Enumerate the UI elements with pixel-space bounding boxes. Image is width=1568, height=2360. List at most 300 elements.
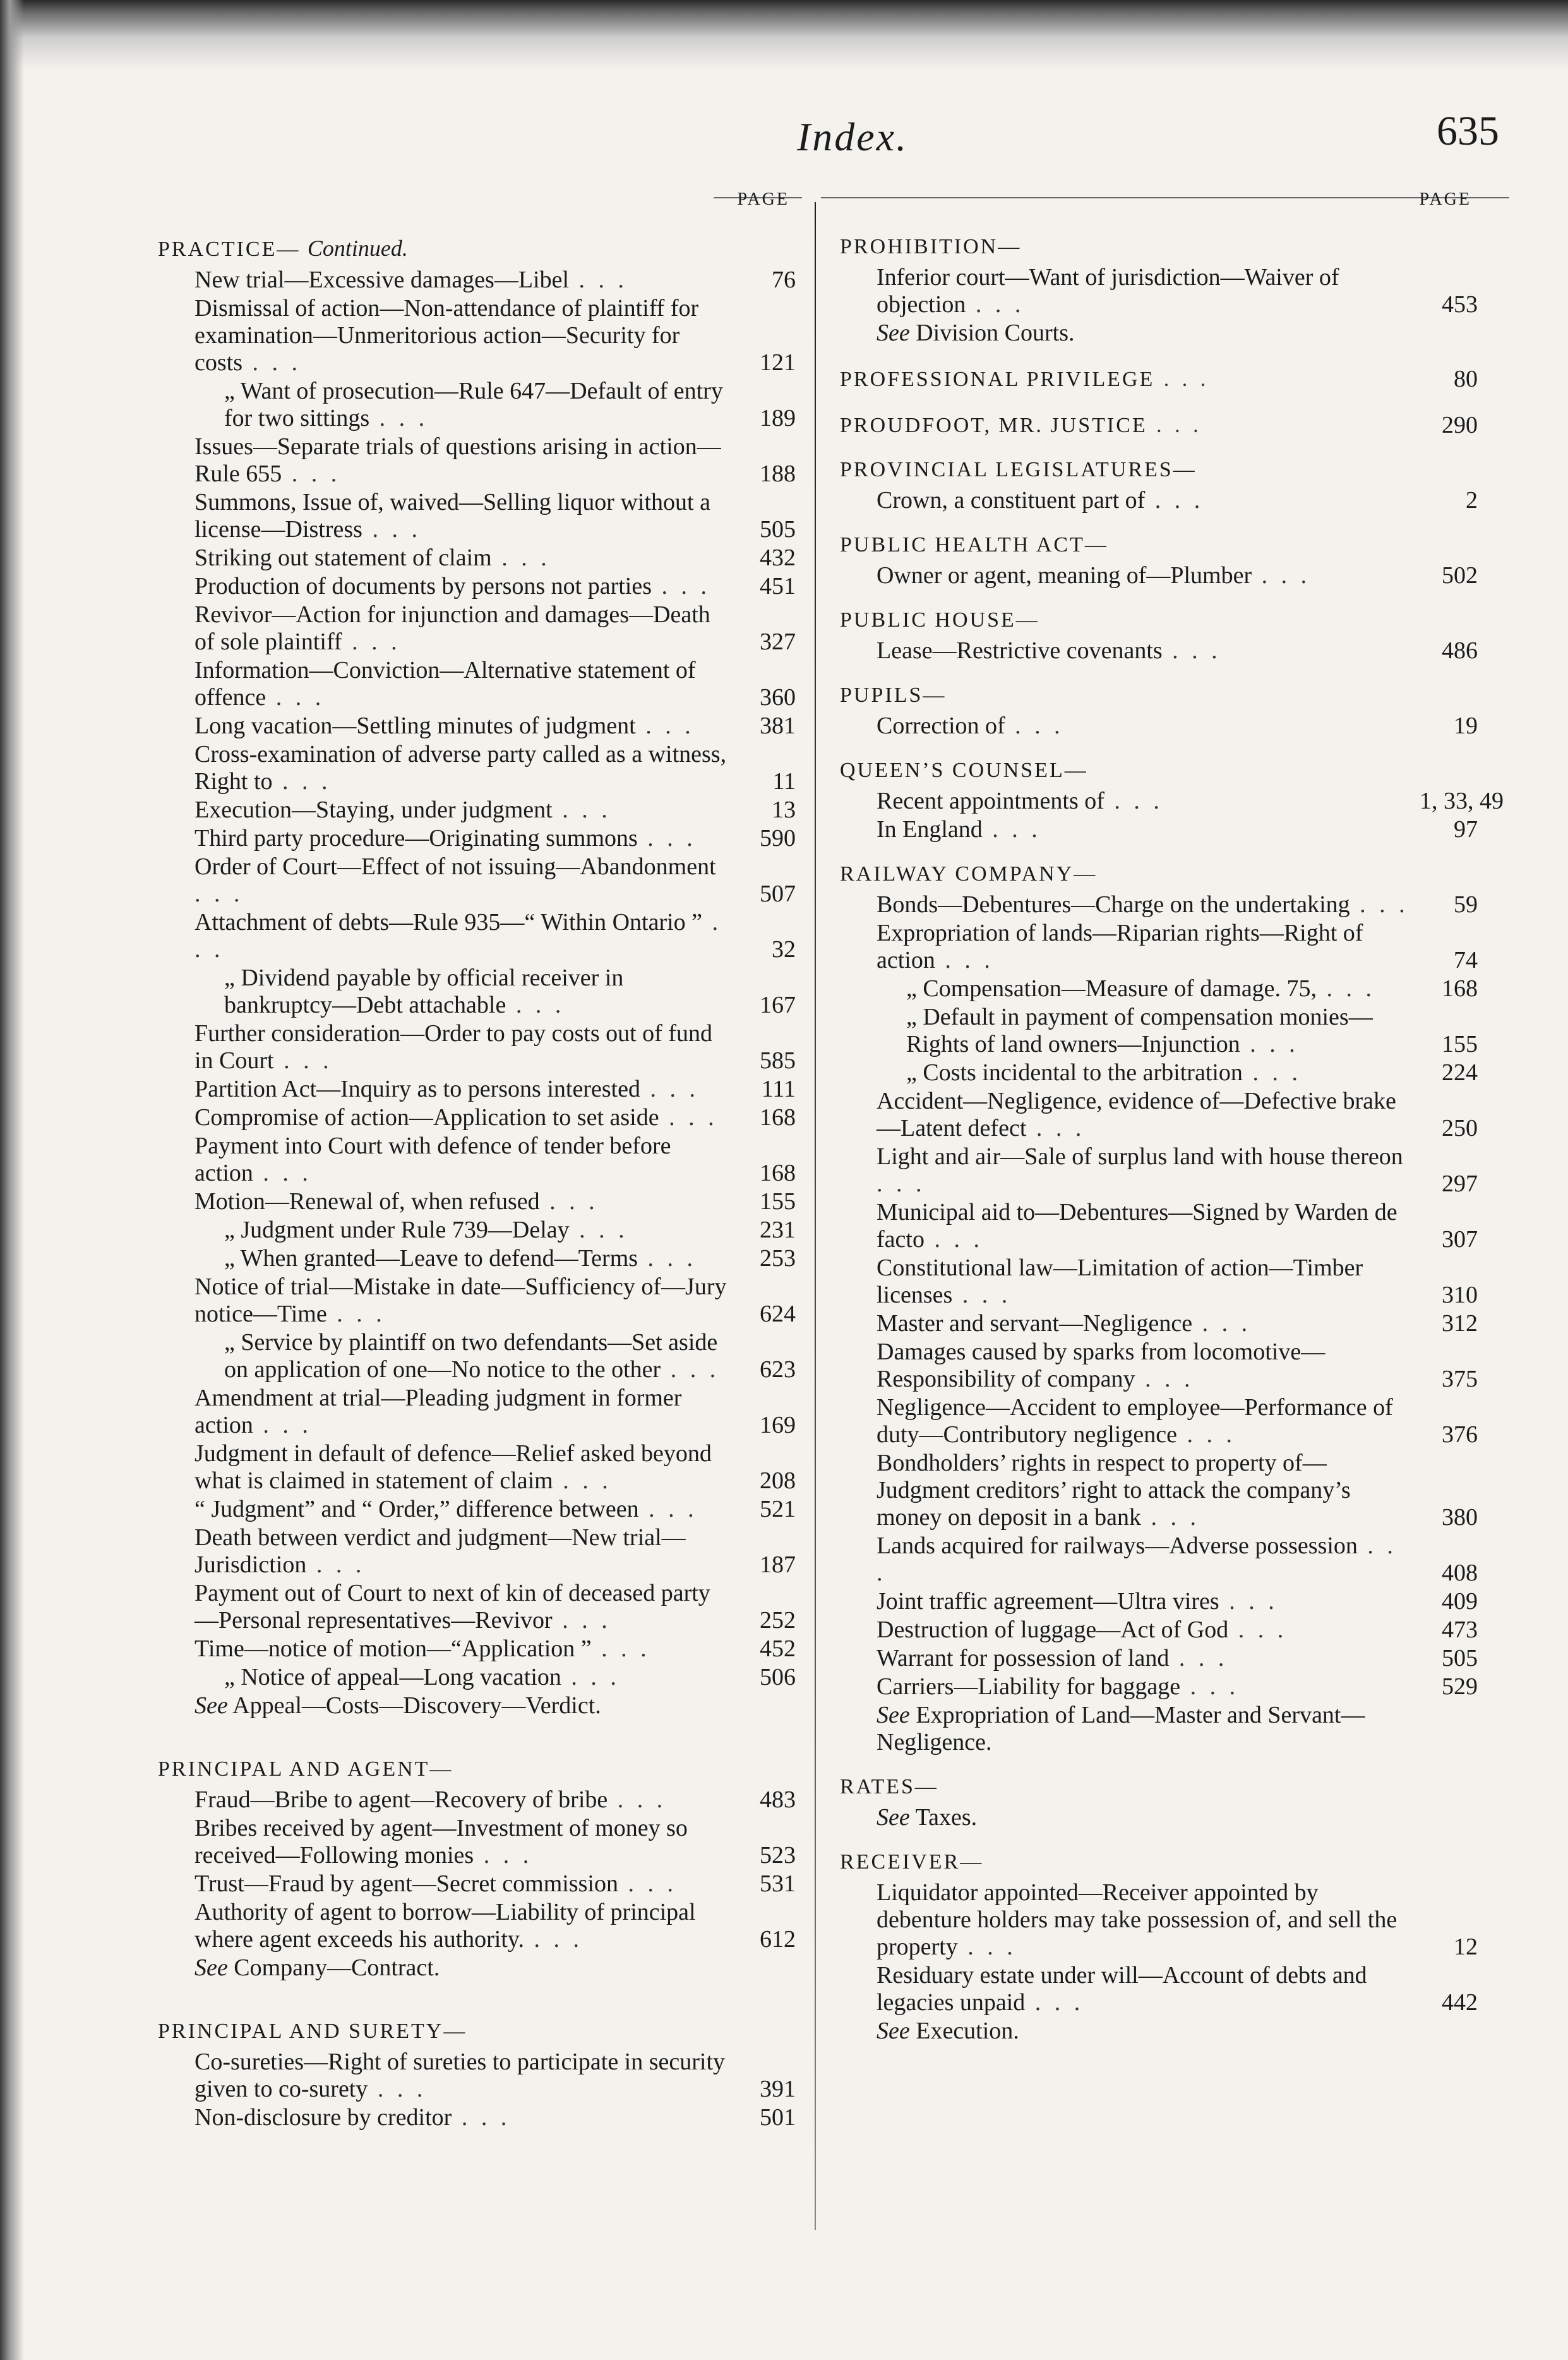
index-entry [840,1588,1478,1615]
entry-page-number: 32 [772,936,796,963]
index-entry [840,1532,1478,1587]
index-entry [840,637,1478,665]
entry-page-number: 155 [1442,1031,1478,1057]
entry-page-number: 585 [760,1047,796,1074]
entry-page-number: 11 [772,768,796,795]
index-entry [158,1870,796,1898]
entry-page-number: 432 [760,545,796,571]
index-entry [840,816,1478,843]
see-also-reference [840,1702,1478,1756]
entry-page-number: 208 [760,1467,796,1494]
entry-page-number: 307 [1442,1226,1478,1253]
scanned-page-top-edge [0,0,1568,69]
index-entry [158,965,796,1019]
leader-dots: . . . [342,629,401,655]
leader-dots: . . . [1228,1616,1288,1643]
entry-page-number: 59 [1454,891,1478,918]
entry-text: “ Judgment” and “ Order,” difference between . . . [195,1496,698,1522]
entry-page-number: 391 [760,2076,796,2102]
entry-text: Trust—Fraud by agent—Secret commission . . . [195,1870,677,1897]
page-header [0,107,1568,177]
heading-text: RAILWAY COMPANY— [840,862,1098,886]
leader-dots: . . . [957,1934,1017,1960]
entry-text: Light and air—Sale of surplus land with house thereon . . . [877,1143,1403,1197]
entry-page-number: 624 [760,1301,796,1327]
entry-page-number: 121 [760,349,796,376]
see-also-reference [840,2018,1478,2045]
entry-page-number: 76 [772,267,796,293]
entry-text: „ Default in payment of compensation monies—Rights of land owners—Injunction . . . [906,1004,1373,1057]
entry-text: „ Compensation—Measure of damage. 75, . . . [906,975,1376,1002]
index-entry [158,1524,796,1579]
entry-text: Partition Act—Inquiry as to persons interested . . . [195,1076,700,1102]
index-entry [158,741,796,795]
section-heading [840,1850,1478,1874]
index-entry [840,713,1478,740]
leader-dots: . . . [506,992,565,1018]
entry-page-number: 506 [760,1664,796,1690]
entry-text: Joint traffic agreement—Ultra vires . . . [877,1588,1278,1615]
entry-text: Fraud—Bribe to agent—Recovery of bribe . . . [195,1786,667,1813]
entry-text: Motion—Renewal of, when refused . . . [195,1188,599,1215]
section-heading [158,2020,796,2044]
index-entry [158,2049,796,2103]
leader-dots: . . . [1180,1673,1240,1700]
page-column-label: PAGE [1419,190,1471,209]
index-entry [158,1273,796,1328]
leader-dots: . . . [539,1188,599,1215]
index-entry [158,1664,796,1691]
leader-dots: . . . [1026,1115,1086,1141]
entry-text: „ Dividend payable by official receiver in bankruptcy—Debt attachable . . . [224,965,624,1018]
entry-text: Carriers—Liability for baggage . . . [877,1673,1240,1700]
leader-dots: . . . [966,291,1025,318]
index-entry [840,1143,1478,1198]
entry-text: „ Service by plaintiff on two defendants—Set aside on application of one—No notice to the other . . . [224,1329,720,1383]
entry-text: PROUDFOOT, MR. JUSTICE . . . [840,414,1202,437]
entry-page-number: 375 [1442,1366,1478,1392]
entry-page-number: 529 [1442,1673,1478,1700]
index-entry [158,1496,796,1523]
leader-dots: . . . [1252,562,1311,589]
entry-text: Death between verdict and judgment—New trial—Jurisdiction . . . [195,1524,686,1578]
index-entry [840,1339,1478,1393]
index-entry [158,267,796,294]
entry-text: Expropriation of lands—Riparian rights—Right of action . . . [877,920,1363,973]
leader-dots: . . . [618,1870,677,1897]
index-heading-entry [840,366,1478,393]
entry-text: Crown, a constituent part of . . . [877,487,1204,514]
entry-text: Compromise of action—Application to set aside . . . [195,1104,718,1131]
entry-page-number: 523 [760,1842,796,1869]
index-section [840,608,1478,665]
leader-dots: . . . [1140,1504,1200,1531]
index-section [840,1775,1478,1831]
entry-page-number: 623 [760,1356,796,1383]
section-heading [840,608,1478,632]
leader-dots: . . . [591,1635,650,1662]
leader-dots: . . . [552,1607,611,1634]
index-entry [158,657,796,711]
section-heading [840,235,1478,259]
entry-text: Non-disclosure by creditor . . . [195,2104,511,2131]
entry-page-number: 453 [1442,291,1478,318]
entry-page-number: 590 [760,825,796,852]
leader-dots: . . . [982,816,1041,843]
index-entry [840,1645,1478,1672]
index-entry [158,1329,796,1383]
index-entry [158,295,796,376]
leader-dots: . . . [306,1551,366,1578]
see-also-reference [840,1804,1478,1831]
entry-text: Master and servant—Negligence . . . [877,1310,1252,1337]
heading-text: QUEEN’S COUNSEL— [840,759,1088,782]
page-column-label: PAGE [737,190,789,209]
index-entry [158,909,796,963]
entry-text: Striking out statement of claim . . . [195,545,551,571]
entry-page-number: 80 [1454,366,1478,392]
index-entry [158,1076,796,1103]
index-entry [158,1786,796,1814]
leader-dots: . . . [1154,368,1210,391]
entry-text: Order of Court—Effect of not issuing—Abandonment . . . [195,853,716,907]
entry-page-number: 12 [1454,1934,1478,1960]
entry-text: Time—notice of motion—“Application ” . . . [195,1635,650,1662]
heading-text: PROHIBITION— [840,235,1022,258]
index-entry [840,1616,1478,1644]
entry-text: Bondholders’ rights in respect to property of—Judgment creditors’ right to attack the company’s money on deposit in a bank . . . [877,1450,1351,1531]
section-heading [840,759,1478,783]
entry-page-number: 169 [760,1412,796,1438]
leader-dots: . . . [553,1467,612,1494]
entry-text: Accident—Negligence, evidence of—Defective brake—Latent defect . . . [877,1088,1396,1141]
leader-dots: . . . [266,684,325,711]
index-section [840,235,1478,347]
entry-text: Lease—Restrictive covenants . . . [877,637,1221,664]
leader-dots: . . . [1169,1645,1228,1671]
index-section [840,366,1478,393]
leader-dots: . . . [273,1047,333,1074]
entry-text: Authority of agent to borrow—Liability of principal where agent exceeds his authority. . . . [195,1899,696,1953]
entry-page-number: 290 [1442,412,1478,438]
entry-page-number: 408 [1442,1560,1478,1586]
index-entry [158,853,796,908]
entry-text: Production of documents by persons not parties . . . [195,573,711,599]
index-section [840,862,1478,1756]
heading-text: PRACTICE— [158,238,301,261]
entry-page-number: 168 [1442,975,1478,1002]
see-word: See [877,1804,910,1831]
leader-dots: . . . [661,1356,720,1383]
heading-text: PUBLIC HOUSE— [840,608,1039,632]
entry-text: Destruction of luggage—Act of God . . . [877,1616,1288,1643]
leader-dots: . . . [569,267,628,293]
index-entry [158,1440,796,1495]
see-also-reference [158,1954,796,1982]
index-entry [158,1104,796,1131]
running-title: Index. [796,114,909,159]
leader-dots: . . . [659,1104,718,1131]
index-entry [840,1673,1478,1701]
index-section [840,458,1478,514]
index-entry [158,1020,796,1075]
entry-page-number: 224 [1442,1059,1478,1086]
entry-text: Further consideration—Order to pay costs out of fund in Court . . . [195,1020,712,1074]
entry-page-number: 167 [760,992,796,1018]
column-divider [815,202,816,2230]
section-heading [840,458,1478,482]
entry-text: Summons, Issue of, waived—Selling liquor without a license—Distress . . . [195,489,710,543]
entry-text: Notice of trial—Mistake in date—Sufficiency of—Jury notice—Time . . . [195,1273,727,1327]
leader-dots: . . . [552,797,611,823]
entry-text: Recent appointments of . . . [877,788,1163,814]
entry-page-number: 310 [1442,1282,1478,1308]
see-also-text: Execution. [916,2018,1019,2044]
index-entry [158,489,796,543]
index-entry [158,433,796,488]
leader-dots: . . . [369,405,429,431]
entry-page-number: 297 [1442,1171,1478,1197]
index-entry [158,1133,796,1187]
index-entry [158,2104,796,2131]
entry-text: Inferior court—Want of jurisdiction—Waiver of objection . . . [877,264,1339,318]
right-index-column [840,190,1504,2051]
leader-dots: . . . [1240,1031,1299,1057]
entry-page-number: 155 [760,1188,796,1215]
entry-page-number: 502 [1442,562,1478,589]
index-entry [840,1962,1478,2016]
entry-text: „ Notice of appeal—Long vacation . . . [224,1664,620,1690]
index-entry [158,573,796,600]
entry-page-number: 250 [1442,1115,1478,1141]
entry-text: Negligence—Accident to employee—Performance of duty—Contributory negligence . . . [877,1394,1393,1448]
index-entry [158,713,796,740]
leader-dots: . . . [524,1926,583,1953]
entry-page-number: 451 [760,573,796,599]
heading-text: PRINCIPAL AND AGENT— [158,1757,453,1781]
entry-page-number: 486 [1442,637,1478,664]
see-word: See [877,2018,910,2044]
see-also-text: Expropriation of Land—Master and Servant—Negligence. [877,1702,1365,1755]
entry-text: Correction of . . . [877,713,1064,739]
entry-page-number: 253 [760,1245,796,1272]
entry-page-number: 505 [760,516,796,543]
index-entry [158,1635,796,1663]
index-section [158,235,796,1719]
index-entry [840,1310,1478,1337]
heading-text: PRINCIPAL AND SURETY— [158,2020,467,2043]
entry-text: Municipal aid to—Debentures—Signed by Warden de facto . . . [877,1199,1397,1253]
index-entry [840,1059,1478,1087]
index-entry [840,562,1478,589]
heading-text: RECEIVER— [840,1850,984,1874]
entry-page-number: 381 [760,713,796,739]
entry-page-number: 327 [760,629,796,655]
see-also-text: Appeal—Costs—Discovery—Verdict. [232,1692,601,1719]
heading-text: PUPILS— [840,683,947,707]
see-also-text: Division Courts. [916,320,1075,346]
leader-dots: . . . [640,1076,700,1102]
leader-dots: . . . [253,1160,312,1186]
index-entry [158,1580,796,1634]
index-entry [840,891,1478,918]
entry-text: Amendment at trial—Pleading judgment in former action . . . [195,1385,682,1438]
index-entry [840,788,1504,815]
index-section [840,1850,1478,2045]
leader-dots: . . . [1145,487,1204,514]
entry-page-number: 188 [760,461,796,487]
entry-page-number: 483 [760,1786,796,1813]
see-word: See [195,1692,228,1719]
entry-text: Payment into Court with defence of tender before action . . . [195,1133,671,1186]
entry-text: Execution—Staying, under judgment . . . [195,797,611,823]
entry-text: Bonds—Debentures—Charge on the undertaking . . . [877,891,1409,918]
index-entry [840,264,1478,318]
leader-dots: . . . [491,545,551,571]
index-entry [158,797,796,824]
leader-dots: . . . [1135,1366,1194,1392]
entry-page-number: 380 [1442,1504,1478,1531]
index-entry [158,1385,796,1439]
entry-page-number: 505 [1442,1645,1478,1671]
see-also-reference [158,1692,796,1719]
index-section [158,2020,796,2131]
entry-page-number: 452 [760,1635,796,1662]
entry-page-number: 473 [1442,1616,1478,1643]
heading-continued: Continued. [307,236,408,261]
leader-dots: . . . [652,573,711,599]
entry-page-number: 231 [760,1217,796,1243]
entry-text: Attachment of debts—Rule 935—“ Within Ontario ” . . . [195,909,722,963]
entry-page-number: 111 [761,1076,796,1102]
index-section [840,759,1504,843]
leader-dots: . . . [638,1245,697,1272]
entry-page-number: 501 [760,2104,796,2131]
section-heading [840,683,1478,707]
entry-page-number: 507 [760,881,796,907]
entry-page-number: 376 [1442,1421,1478,1448]
index-entry [840,487,1478,514]
leader-dots: . . . [1317,975,1376,1002]
see-word: See [195,1954,228,1981]
index-entry [840,1088,1478,1142]
leader-dots: . . . [1025,1989,1084,2016]
see-also-text: Taxes. [915,1804,978,1831]
leader-dots: . . . [952,1282,1012,1308]
entry-page-number: 168 [760,1160,796,1186]
entry-text: Judgment in default of defence—Relief asked beyond what is claimed in statement of claim . . . [195,1440,712,1494]
leader-dots: . . . [1176,1421,1236,1448]
entry-page-number: 521 [760,1496,796,1522]
entry-page-number: 97 [1454,816,1478,843]
left-index-column [158,190,796,2133]
leader-dots: . . . [1005,713,1064,739]
index-entry [158,1188,796,1215]
index-entry [158,1815,796,1869]
leader-dots: . . . [877,1532,1397,1586]
index-entry [158,1217,796,1244]
entry-page-number: 252 [760,1607,796,1634]
entry-page-number: 19 [1454,713,1478,739]
entry-text: Payment out of Court to next of kin of deceased party—Personal representatives—Revivor . . . [195,1580,710,1634]
leader-dots: . . . [1219,1588,1278,1615]
entry-text: Long vacation—Settling minutes of judgment . . . [195,713,695,739]
index-entry [840,1394,1478,1448]
entry-text: Constitutional law—Limitation of action—Timber licenses . . . [877,1255,1363,1308]
index-entry [840,1450,1478,1531]
entry-text: Cross-examination of adverse party called as a witness, Right to . . . [195,741,727,795]
entry-page-number: 1, 33, 49 [1420,788,1504,814]
entry-text: Warrant for possession of land . . . [877,1645,1228,1671]
index-entry [158,545,796,572]
entry-page-number: 168 [760,1104,796,1131]
scanned-page-left-edge [0,0,24,2360]
entry-page-number: 13 [772,797,796,823]
section-heading [158,235,796,262]
leader-dots: . . . [452,2104,511,2131]
leader-dots: . . . [1162,637,1221,664]
leader-dots: . . . [877,1171,926,1197]
leader-dots: . . . [924,1226,983,1253]
leader-dots: . . . [569,1217,628,1243]
entry-text: Damages caused by sparks from locomotive—Responsibility of company . . . [877,1339,1326,1392]
entry-text: New trial—Excessive damages—Libel . . . [195,267,628,293]
entry-text: Liquidator appointed—Receiver appointed by debenture holders may take possession of, and sell the property . . . [877,1879,1397,1960]
leader-dots: . . . [1192,1310,1252,1337]
index-entry [158,825,796,852]
index-section [840,412,1478,439]
leader-dots: . . . [326,1301,386,1327]
index-entry [158,601,796,656]
entry-page-number: 74 [1454,947,1478,973]
leader-dots: . . . [242,349,301,376]
index-entry [158,378,796,432]
heading-text: PUBLIC HEALTH ACT— [840,533,1108,557]
see-also-reference [840,320,1478,347]
entry-page-number: 312 [1442,1310,1478,1337]
index-entry [840,1255,1478,1309]
leader-dots: . . . [282,461,341,487]
entry-text: In England . . . [877,816,1041,843]
page-number: 635 [1437,108,1499,154]
index-entry [840,1004,1478,1058]
leader-dots: . . . [561,1664,620,1690]
entry-page-number: 531 [760,1870,796,1897]
entry-text: Issues—Separate trials of questions arising in action—Rule 655 . . . [195,433,721,487]
index-section [158,1757,796,1982]
leader-dots: . . . [253,1412,312,1438]
leader-dots: . . . [1242,1059,1302,1086]
entry-text: Information—Conviction—Alternative statement of offence . . . [195,657,696,711]
leader-dots: . . . [935,947,994,973]
heading-text: PROVINCIAL LEGISLATURES— [840,458,1197,481]
see-word: See [877,1702,910,1728]
index-entry [840,920,1478,974]
index-entry [158,1245,796,1272]
entry-text: Owner or agent, meaning of—Plumber . . . [877,562,1311,589]
leader-dots: . . . [638,1496,698,1522]
entry-text: PROFESSIONAL PRIVILEGE . . . [840,368,1210,391]
entry-page-number: 442 [1442,1989,1478,2016]
index-entry [840,1199,1478,1253]
see-also-text: Company—Contract. [234,1954,440,1981]
leader-dots: . . . [362,516,421,543]
entry-page-number: 409 [1442,1588,1478,1615]
entry-text: Dismissal of action—Non-attendance of plaintiff for examination—Unmeritorious action—Security for costs . . . [195,295,699,376]
leader-dots: . . . [635,713,695,739]
section-heading [158,1757,796,1781]
entry-page-number: 187 [760,1551,796,1578]
